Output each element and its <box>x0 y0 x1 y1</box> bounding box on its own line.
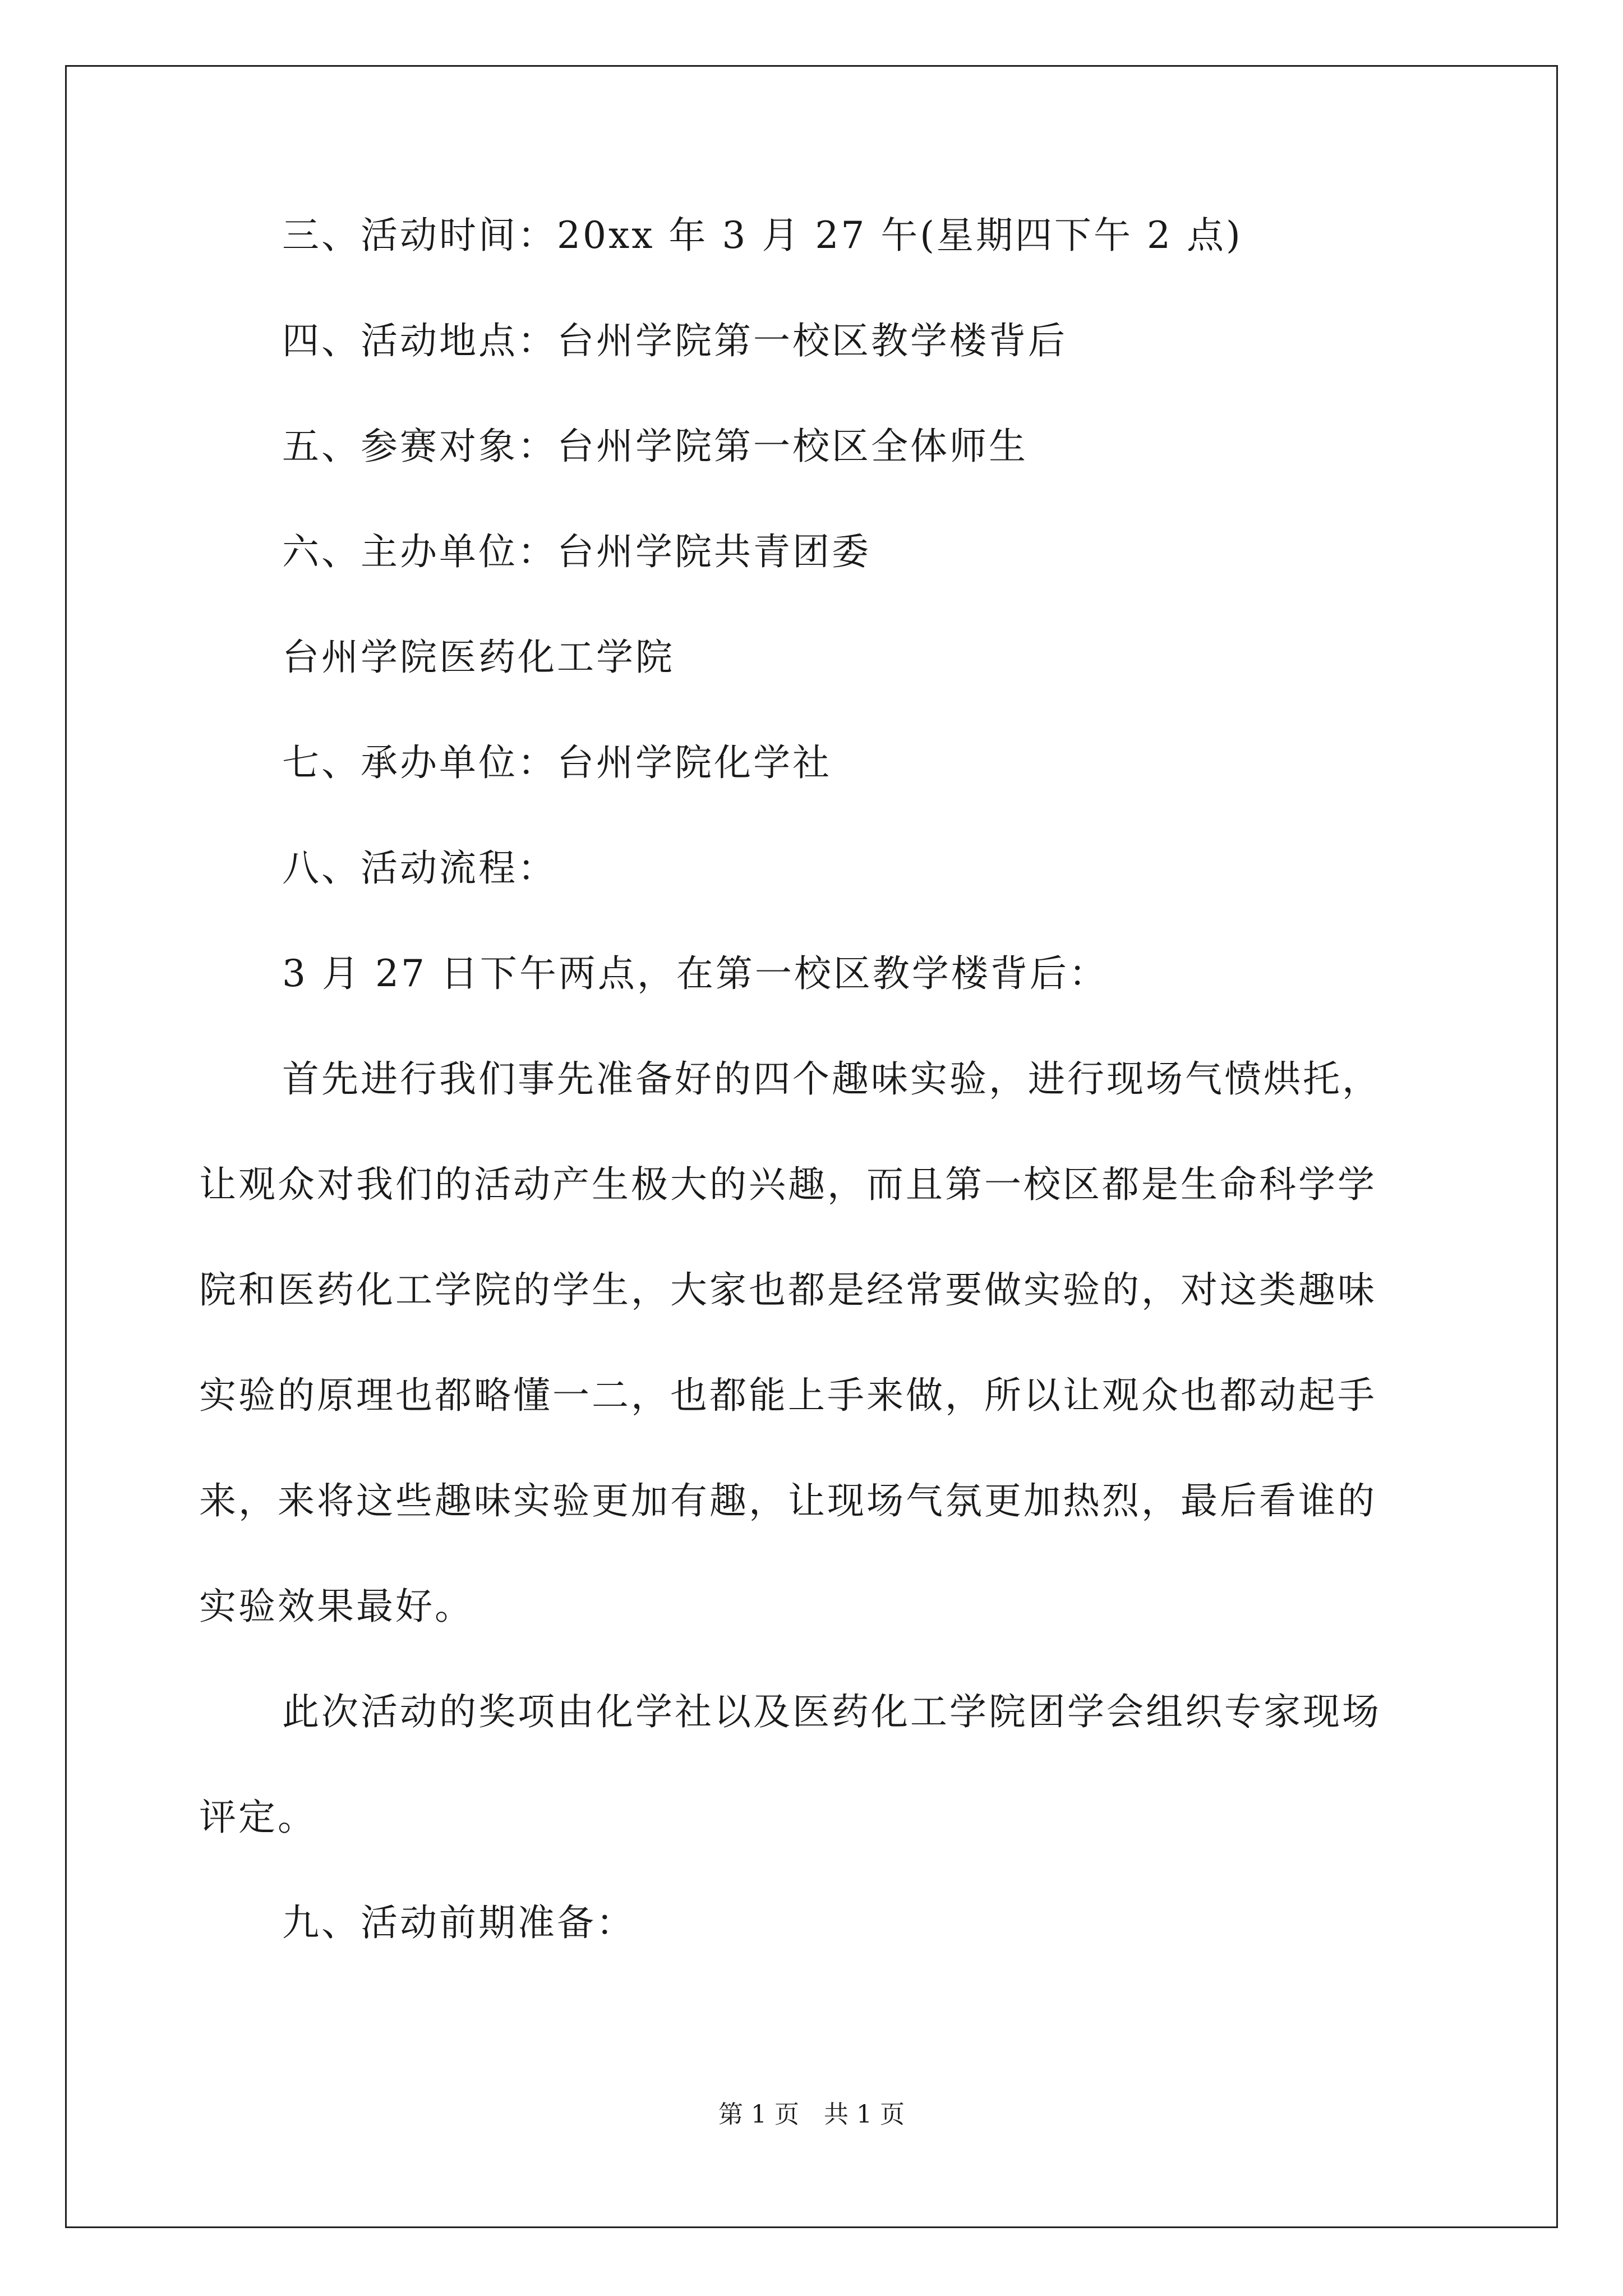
paragraph-line: 实验效果最好。 <box>199 1585 474 1628</box>
activity-time-line: 三、活动时间：20xx 年 3 月 27 午(星期四下午 2 点) <box>282 214 1243 257</box>
paragraph-line: 来，来将这些趣味实验更加有趣，让现场气氛更加热烈，最后看谁的 <box>199 1479 1377 1522</box>
paragraph-line: 让观众对我们的活动产生极大的兴趣，而且第一校区都是生命科学学 <box>199 1163 1377 1206</box>
host-unit-line: 七、承办单位：台州学院化学社 <box>282 741 832 784</box>
activity-location-line: 四、活动地点：台州学院第一校区教学楼背后 <box>282 319 1067 362</box>
awards-line: 评定。 <box>199 1796 317 1839</box>
page-number: 第 1 页 共 1 页 <box>718 2100 905 2129</box>
paragraph-line: 首先进行我们事先准备好的四个趣味实验，进行现场气愤烘托， <box>282 1057 1381 1101</box>
awards-line: 此次活动的奖项由化学社以及医药化工学院团学会组织专家现场 <box>282 1690 1381 1733</box>
organizer-line: 六、主办单位：台州学院共青团委 <box>282 530 871 573</box>
co-organizer-line: 台州学院医药化工学院 <box>282 636 675 679</box>
preparation-heading: 九、活动前期准备： <box>282 1901 635 1944</box>
participants-line: 五、参赛对象：台州学院第一校区全体师生 <box>282 425 1028 468</box>
paragraph-line: 实验的原理也都略懂一二，也都能上手来做，所以让观众也都动起手 <box>199 1374 1377 1417</box>
process-heading: 八、活动流程： <box>282 846 557 890</box>
paragraph-line: 院和医药化工学院的学生，大家也都是经常要做实验的，对这类趣味 <box>199 1268 1377 1312</box>
process-time-line: 3 月 27 日下午两点，在第一校区教学楼背后： <box>282 952 1108 995</box>
